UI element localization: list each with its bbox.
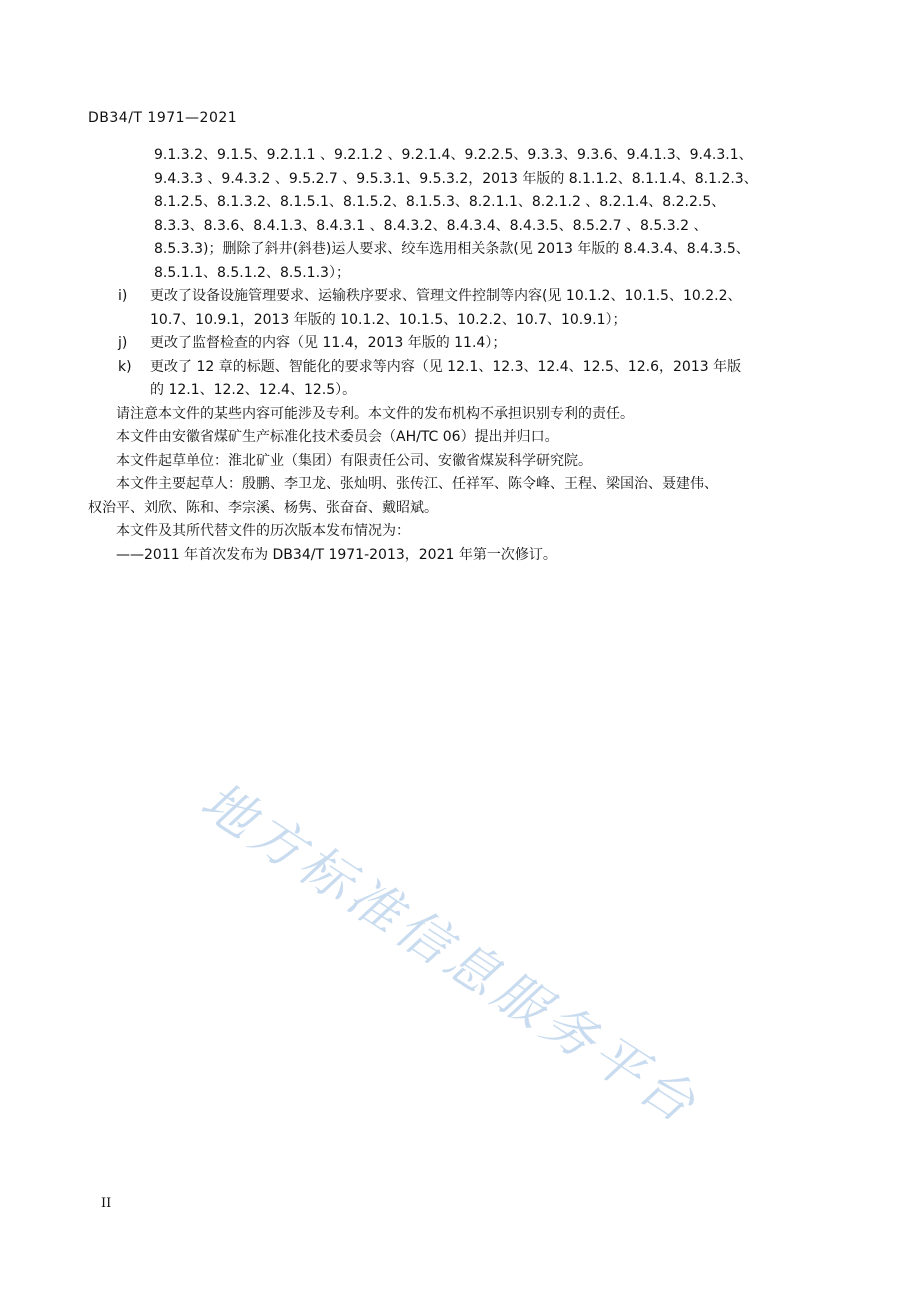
text-line: 8.1.2.5、8.1.3.2、8.1.5.1、8.1.5.2、8.1.5.3、8.2.1.1、8.2.1.2 、8.2.1.4、8.2.2.5、 (154, 194, 726, 210)
text-line: 8.5.1.1、8.5.1.2、8.5.1.3）； (154, 264, 350, 281)
patent-notice: 请注意本文件的某些内容可能涉及专利。本文件的发布机构不承担识别专利的责任。 (116, 405, 634, 422)
watermark: 地方标准信息服务平台 (190, 770, 710, 1138)
document-code: DB34/T 1971—2021 (88, 110, 238, 126)
drafters-paragraph-cont: 权治平、刘欣、陈和、李宗溪、杨隽、张奋奋、戴昭斌。 (88, 499, 438, 516)
text-line: 8.3.3、8.3.6、8.4.1.3、8.4.3.1 、8.4.3.2、8.4.3.4、8.4.3.5、8.5.2.7 、8.5.3.2 、 (154, 217, 708, 234)
page-number: II (101, 1196, 112, 1211)
list-item-j (88, 332, 832, 356)
text-line: 9.4.3.3 、9.4.3.2 、9.5.2.7 、9.5.3.1、9.5.3.2，2013 年版的 8.1.1.2、8.1.1.4、8.1.2.3、 (154, 170, 758, 187)
text-line: 8.5.3.3)；删除了斜井(斜巷)运人要求、绞车选用相关条款(见 2013 年版的 8.4.3.4、8.4.3.5、 (154, 241, 750, 257)
drafters-paragraph: 本文件主要起草人：殷鹏、李卫龙、张灿明、张传江、任祥军、陈令峰、王程、梁国治、聂建伟、 (116, 476, 718, 492)
list-item-label: k) (118, 358, 132, 375)
text-line: 9.1.3.2、9.1.5、9.2.1.1 、9.2.1.2 、9.2.1.4、9.2.2.5、9.3.3、9.3.6、9.4.1.3、9.4.3.1、 (154, 147, 753, 163)
history-intro: 本文件及其所代替文件的历次版本发布情况为： (116, 523, 410, 539)
drafting-units-paragraph: 本文件起草单位：淮北矿业（集团）有限责任公司、安徽省煤炭科学研究院。 (116, 452, 592, 469)
list-item-label: j) (118, 335, 128, 351)
list-item-label: i) (118, 288, 128, 304)
item-h-continuation (88, 144, 832, 285)
proposer-paragraph: 本文件由安徽省煤矿生产标准化技术委员会（AH/TC 06）提出并归口。 (116, 429, 559, 445)
list-item-i (88, 285, 832, 332)
foreword-content (88, 144, 832, 567)
text-line: 更改了监督检查的内容（见 11.4，2013 年版的 11.4）； (150, 335, 507, 351)
text-line: 的 12.1、12.2、12.4、12.5）。 (150, 382, 357, 398)
text-line: 更改了设备设施管理要求、运输秩序要求、管理文件控制等内容(见 10.1.2、10.1.5、10.2.2、 (150, 288, 742, 304)
history-item: ——2011 年首次发布为 DB34/T 1971-2013，2021 年第一次修订。 (116, 546, 557, 563)
text-line: 10.7、10.9.1，2013 年版的 10.1.2、10.1.5、10.2.2、10.7、10.9.1）； (150, 311, 627, 328)
text-line: 更改了 12 章的标题、智能化的要求等内容（见 12.1、12.3、12.4、12.5、12.6，2013 年版 (150, 358, 742, 375)
list-item-k (88, 356, 832, 403)
